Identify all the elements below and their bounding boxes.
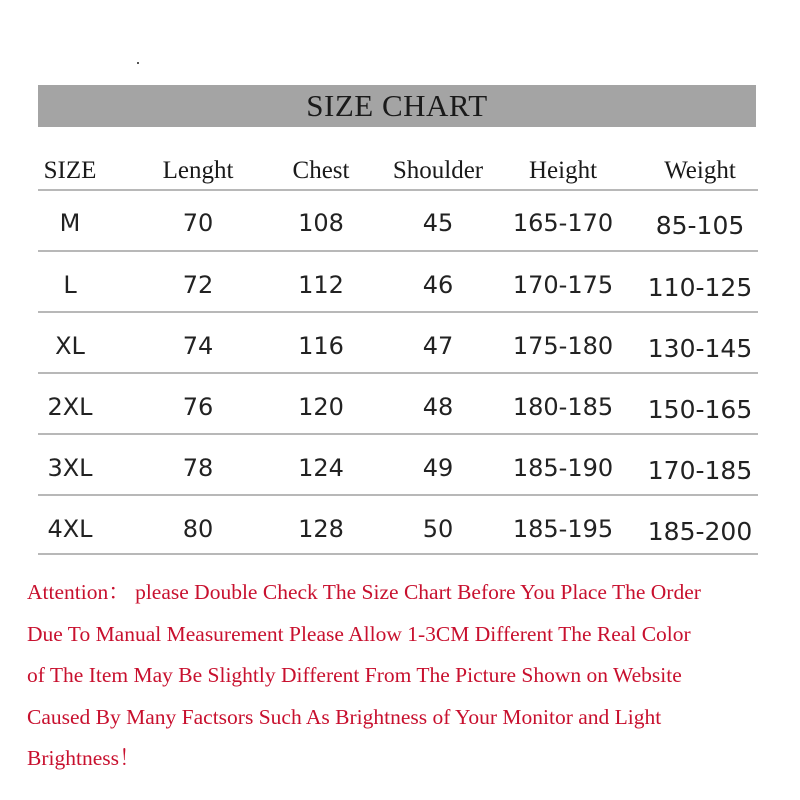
- cell-weight: 170-185: [647, 455, 753, 485]
- cell-weight: 150-165: [647, 394, 753, 424]
- cell-size: 4XL: [47, 515, 93, 543]
- row-divider: [38, 311, 758, 313]
- row-divider: [38, 372, 758, 374]
- cell-height: 180-185: [512, 393, 614, 421]
- header-divider: [38, 189, 758, 191]
- notice-line: of The Item May Be Slightly Different From The Picture Shown on Website: [27, 663, 682, 687]
- page-title: SIZE CHART: [306, 88, 488, 123]
- row-divider: [38, 553, 758, 555]
- cell-height: 185-195: [512, 515, 614, 543]
- notice-line: Attention： please Double Check The Size Chart Before You Place The Order: [27, 580, 701, 604]
- cell-weight: 130-145: [647, 333, 753, 363]
- cell-size: L: [63, 271, 77, 299]
- cell-chest: 116: [298, 332, 344, 360]
- size-chart-title-banner: [38, 85, 756, 127]
- cell-weight: 110-125: [647, 272, 753, 302]
- decorative-dot: [137, 62, 139, 64]
- column-header-weight: Weight: [664, 157, 736, 184]
- cell-length: 78: [182, 454, 214, 482]
- cell-shoulder: 46: [422, 271, 454, 299]
- cell-size: 2XL: [47, 393, 93, 421]
- cell-shoulder: 49: [422, 454, 454, 482]
- attention-notice: [27, 572, 797, 780]
- cell-shoulder: 48: [422, 393, 454, 421]
- notice-line: Brightness！: [27, 746, 141, 770]
- cell-height: 165-170: [512, 209, 614, 237]
- cell-height: 170-175: [512, 271, 614, 299]
- cell-size: XL: [55, 332, 85, 360]
- cell-shoulder: 45: [422, 209, 454, 237]
- cell-length: 80: [182, 515, 214, 543]
- cell-chest: 120: [298, 393, 344, 421]
- row-divider: [38, 433, 758, 435]
- cell-length: 76: [182, 393, 214, 421]
- cell-chest: 112: [298, 271, 344, 299]
- cell-shoulder: 50: [422, 515, 454, 543]
- cell-shoulder: 47: [422, 332, 454, 360]
- column-header-chest: Chest: [292, 157, 350, 184]
- column-header-shoulder: Shoulder: [392, 157, 484, 184]
- column-header-size: SIZE: [43, 157, 97, 184]
- cell-size: 3XL: [47, 454, 93, 482]
- cell-length: 70: [182, 209, 214, 237]
- notice-line: Caused By Many Factsors Such As Brightness of Your Monitor and Light: [27, 704, 662, 729]
- cell-height: 185-190: [512, 454, 614, 482]
- column-header-height: Height: [528, 157, 598, 184]
- cell-length: 74: [182, 332, 214, 360]
- notice-line: Due To Manual Measurement Please Allow 1-3CM Different The Real Color: [27, 621, 691, 646]
- cell-length: 72: [182, 271, 214, 299]
- column-header-length: Lenght: [162, 157, 234, 184]
- cell-chest: 124: [298, 454, 344, 482]
- row-divider: [38, 250, 758, 252]
- cell-chest: 108: [298, 209, 344, 237]
- cell-weight: 185-200: [647, 516, 753, 546]
- cell-height: 175-180: [512, 332, 614, 360]
- row-divider: [38, 494, 758, 496]
- cell-weight: 85-105: [655, 210, 745, 240]
- cell-size: M: [59, 209, 81, 237]
- cell-chest: 128: [298, 515, 344, 543]
